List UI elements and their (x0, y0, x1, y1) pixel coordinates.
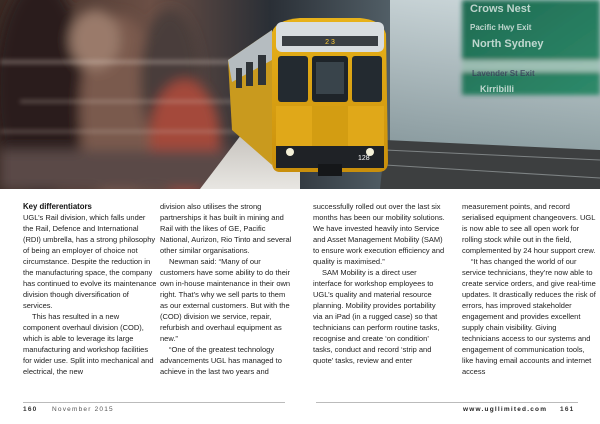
paragraph: This has resulted in a new component overhaul division (COD), which is able to leverage its large manufacturing and workshop facilities for wider use. Split into mechanical and electrical, the new (23, 312, 154, 376)
paragraph: measurement points, and record serialised equipment changeovers. UGL is now able to see all open work for rolling stock while out in the field, complemented by 24 hour support crew. (462, 202, 596, 255)
sign-text-2: Pacific Hwy Exit (470, 23, 532, 32)
issue-date: November 2015 (52, 406, 114, 413)
footer-rule-left (23, 402, 285, 403)
svg-text:2 3: 2 3 (325, 39, 335, 46)
right-page-number: 161 (560, 406, 575, 413)
paragraph: successfully rolled out over the last six months has been our mobility solutions. We have invested heavily into Service and Asset Management Mobility (SAM) to ensure work execution efficiency and quality is maximised.” (313, 202, 445, 266)
left-page-number: 160 (23, 406, 38, 413)
paragraph: UGL’s Rail division, which falls under the Rail, Defence and International (RDI) umbrella, has a strong philosophy of being an employer of choice not circumstance. Despite the reduction in the manufacturing space, the company has continued to evolve its maintenance division though diversification of services. (23, 213, 157, 310)
paragraph: SAM Mobility is a direct user interface for workshop employees to UGL’s quality and material resource planning. Mobility provides portability via an iPad (in a rugged case) so that technicians can perform routine tasks, recognise and create ‘on condition’ tasks, conduct and record ‘strip and quote’ tasks, review and enter (313, 268, 440, 365)
sign-text-3: North Sydney (472, 38, 544, 50)
sign-text-5: Kirribilli (480, 84, 515, 94)
hero-photo (0, 0, 600, 189)
column-2 (160, 201, 294, 377)
paragraph: “One of the greatest technology advancements UGL has managed to achieve in the last two years and (160, 345, 282, 376)
paragraph: division also utilises the strong partnerships it has built in mining and Rail with the likes of GE, Pacific National, Aurizon, Rio Tinto and several other similar organisations. (160, 202, 292, 255)
footer-rule-right (316, 402, 578, 403)
sign-text-1: Crows Nest (470, 3, 531, 15)
website-url: www.ugllimited.com (463, 406, 548, 413)
paragraph: “It has changed the world of our service technicians, they’re now able to create service orders, and give real-time updates. It drastically reduces the risk of errors, has improved stakeholder engagement and provides excellent supply chain visibility. Giving technicians access to our systems and engagement of communication tools, like having email accounts and internet access (462, 257, 596, 376)
sign-text-4: Lavender St Exit (472, 69, 535, 78)
column-1 (23, 201, 157, 377)
paragraph: Newman said: “Many of our customers have some ability to do their own in-house maintenance in their own right. That’s why we sell parts to them as our external customers. But with the (COD) division we service, repair, refurbish and overhaul equipment as new.” (160, 257, 291, 343)
article-body (0, 196, 600, 400)
page-footer (0, 400, 600, 424)
train-number: 128 (358, 155, 370, 162)
column-3 (313, 201, 447, 366)
column-4 (462, 201, 596, 377)
section-heading: Key differentiators (23, 202, 92, 211)
